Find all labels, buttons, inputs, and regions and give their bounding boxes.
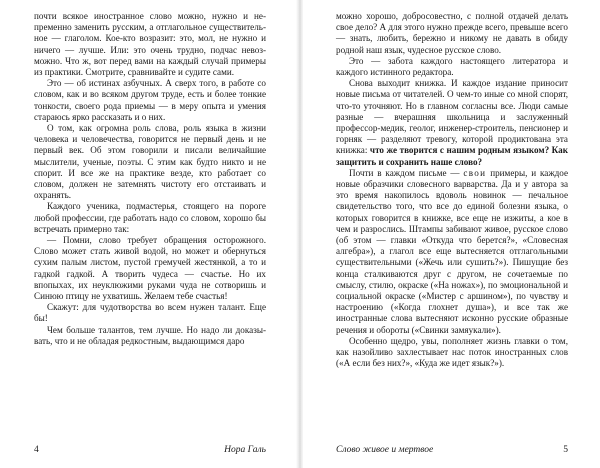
paragraph-text: Снова выходит книжка. И каждое издание приносит новые письма от читателей. О чем-то иные со мной спорят, что-то уточняют. Но в главном согласны все. Люди самые разные — вчерашняя школьница и заслуженный профессор-медик, геолог, инженер-строитель, пенсионер и горняк — разделяют тревогу, которой продиктована эта книжка: bbox=[336, 78, 568, 156]
paragraph bbox=[336, 11, 568, 56]
paragraph-text: Это — забота каждого настоящего литератора и каждого истинного редактора. bbox=[336, 55, 568, 78]
paragraph-text: Скажут: для чудотворства во всем нужен талант. Еще бы! bbox=[34, 302, 266, 324]
running-head-author: Нора Галь bbox=[224, 445, 266, 455]
right-page-text bbox=[336, 11, 568, 370]
paragraph bbox=[34, 11, 266, 78]
right-page bbox=[303, 0, 600, 468]
left-page-text bbox=[34, 11, 266, 347]
paragraph-text: что же творится с нашим родным языком? Как защитить и сохранить наше слово? bbox=[336, 145, 568, 167]
paragraph-text: примеры, и каждое новые образчики словесного варварства. Да и у автора за это время накопилось вдоволь новинок — печальное свидетельство того, что все до единой болезни языка, о которых говорится в книжке, все еще не изжиты, а кое в чем и разрослись. Штампы забивают живое, русское слово (об этом — главки «Откуда что берется?», «Словесная алгебра»), а глагол все еще вытесняется отглагольными существительными («Жечь или сушить?»). Пишущие без конца сталкиваются друг с другом, не сочетаемые по смыслу, стилю, окраске («На ножах»), по эмоциональной и социальной окраске («Мистер с аршином»), по чувству и настроению («Когда глохнет душа»), и все так же иностранные слова вытесняют исконно русские образные речения и обороты («Свинки замяукали»). bbox=[336, 167, 568, 335]
paragraph-text: Почти в каждом письме — bbox=[349, 167, 464, 178]
paragraph-text: — Помни, слово требует обращения осторожного. Слово может стать живой водой, но может и обернуться сухим палым листом, пустой гремучей жестянкой, а то и гадкой гадкой. А творить чудеса — счастье. Но их впопыхах, их неуклюжими руками чуда не сотворишь и Синюю птицу не ухватишь. Желаем тебе счастья! bbox=[34, 235, 266, 302]
paragraph bbox=[34, 123, 266, 201]
running-head-title: Слово живое и мертвое bbox=[336, 445, 434, 455]
paragraph-text: можно хорошо, добросовестно, с полной отдачей делать свое дело? А для этого нужно прежде всего, превыше всего — знать, любить, бережно и никому не давать в обиду родной наш язык, чудесное русское слово. bbox=[336, 11, 568, 55]
right-page-footer bbox=[336, 445, 568, 459]
page-number-left: 4 bbox=[34, 445, 39, 455]
paragraph bbox=[34, 201, 266, 235]
paragraph bbox=[34, 78, 266, 123]
left-page bbox=[0, 0, 297, 468]
paragraph-text: Каждого ученика, подмастерья, стоящего на пороге любой профессии, где работать надо со словом, хорошо бы встречать примерно так: bbox=[34, 201, 266, 234]
page-number-right: 5 bbox=[563, 445, 568, 455]
paragraph bbox=[336, 78, 568, 168]
paragraph-text: свои bbox=[463, 167, 487, 178]
left-page-footer bbox=[34, 445, 266, 459]
paragraph-text: Чем больше талантов, тем лучше. Но надо ли доказывать, что и не обладая редкостным, выдающимся даро bbox=[34, 324, 266, 346]
paragraph bbox=[336, 56, 568, 78]
paragraph bbox=[34, 302, 266, 324]
paragraph-text: Это — об истинах азбучных. А сверх того, в работе со словом, как и во всяком другом труде, есть и более тонкие тонкости, своего рода приемы — в меру опыта и умения стараюсь ярко рассказать и о них. bbox=[34, 78, 266, 122]
paragraph bbox=[34, 325, 266, 347]
paragraph-text: Особенно щедро, увы, пополняет жизнь главки о том, как назойливо захлестывает нас поток иностранных слов («А если без них?», «Куда же идет язык?»). bbox=[336, 335, 568, 369]
paragraph bbox=[336, 168, 568, 336]
paragraph-text: О том, как огромна роль слова, роль языка в жизни человека и человечества, говорится не первый день и не первый век. Об этом говорили и писали величайшие мыслители, ученые, поэты. С этим как будто никто и не спорит. И все же на практике везде, кто работает со словом, должен не затемнять чистоту его отстаивать и охранять. bbox=[34, 123, 266, 201]
paragraph-text: почти всякое иностранное слово можно, нужно и непременно заменить русским, а отглагольное существительное — глаголом. Кое-кто возразит: это, мол, не нужно и ничего — лучше. Или: это очень трудно, подчас невозможно. Что ж, вот перед вами на каждый случай примеры из практики. Смотрите, сравнивайте и судите сами. bbox=[34, 11, 266, 78]
paragraph bbox=[336, 336, 568, 370]
paragraph bbox=[34, 235, 266, 302]
